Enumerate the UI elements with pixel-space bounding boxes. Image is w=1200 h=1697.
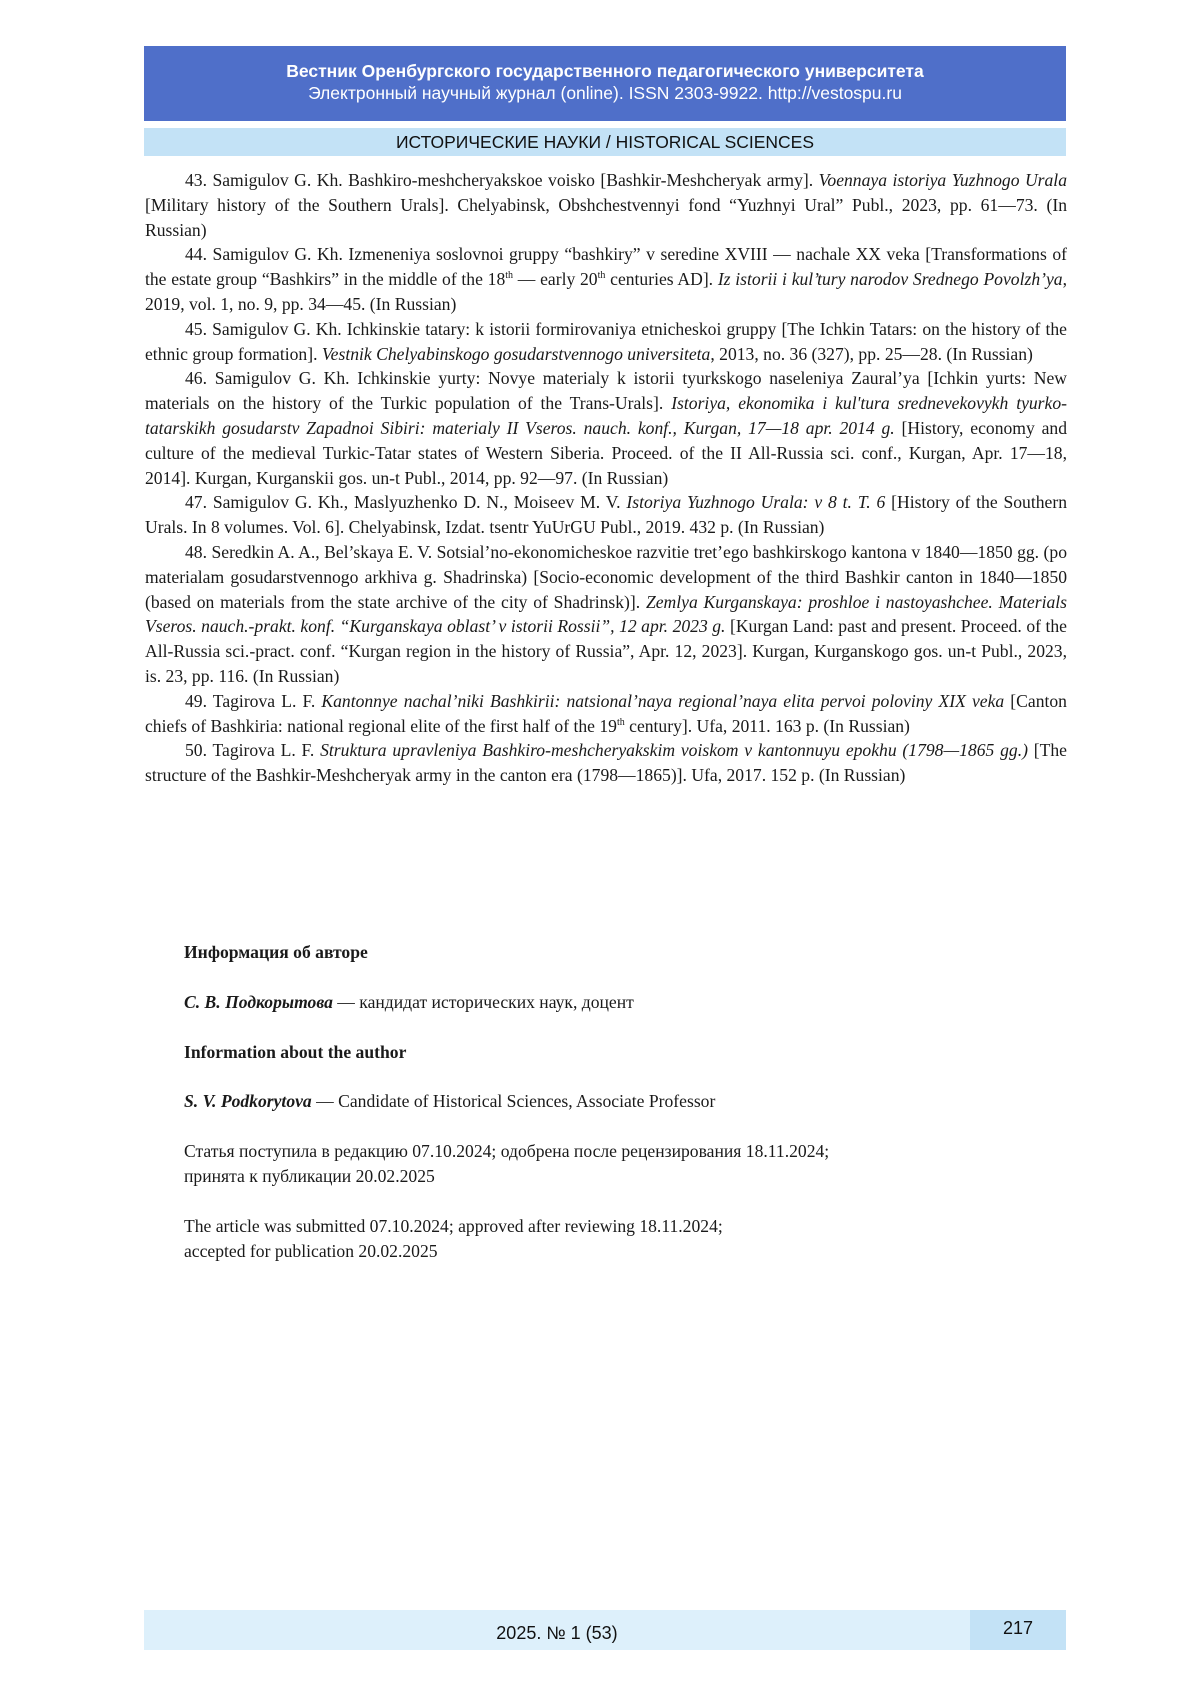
- reference-48: 48. Seredkin A. A., Bel’skaya E. V. Sotsial’no-ekonomicheskoe razvitie tret’ego bashkirskogo kantona v 1840—1850 gg. (po materialam gosudarstvennogo arkhiva g. Shadrinska) [Socio-economic development of the third Bashkir canton in 1840—1850 (based on materials from the state archive of the city of Shadrinsk)]. Zemlya Kurganskaya: proshloe i nastoyashchee. Materials Vseros. nauch.-prakt. konf. “Kurganskaya oblast’ v istorii Rossii”, 12 apr. 2023 g. [Kurgan Land: past and present. Proceed. of the All-Russia sci.-pract. conf. “Kurgan region in the history of Russia”, Apr. 12, 2023]. Kurgan, Kurganskogo gos. un-t Publ., 2023, is. 23, pp. 116. (In Russian): [145, 541, 1067, 686]
- journal-header: [144, 46, 1066, 121]
- article-dates-en-2: accepted for publication 20.02.2025: [184, 1240, 438, 1261]
- reference-43: 43. Samigulov G. Kh. Bashkiro-meshcheryakskoe voisko [Bashkir-Meshcheryak army]. Voennaya istoriya Yuzhnogo Urala [Military history of the Southern Urals]. Chelyabinsk, Obshchestvennyi fond “Yuzhnyi Ural” Publ., 2023, pp. 61—73. (In Russian): [145, 170, 1067, 240]
- author-line-ru: [184, 990, 1064, 1015]
- journal-title: Вестник Оренбургского государственного педагогического университета: [286, 61, 924, 81]
- journal-subtitle: Электронный научный журнал (online). ISSN 2303-9922. http://vestospu.ru: [308, 83, 902, 103]
- author-info-heading-ru: Информация об авторе: [184, 942, 368, 962]
- reference-49: 49. Tagirova L. F. Kantonnye nachal’niki Bashkirii: natsional’naya regional’naya elita pervoi poloviny XIX veka [Canton chiefs of Bashkiria: national regional elite of the first half of the 19th century]. Ufa, 2011. 163 p. (In Russian): [145, 690, 1067, 736]
- page-number: 217: [970, 1610, 1066, 1650]
- author-line-en: [184, 1089, 1064, 1114]
- author-name-ru: С. В. Подкорытова: [184, 991, 333, 1012]
- reference-50: 50. Tagirova L. F. Struktura upravleniya Bashkiro-meshcheryakskim voiskom v kantonnuyu epokhu (1798—1865 gg.) [The structure of the Bashkir-Meshcheryak army in the canton era (1798—1865)]. Ufa, 2017. 152 p. (In Russian): [145, 740, 1067, 786]
- issue-footer: 2025. № 1 (53): [144, 1610, 970, 1650]
- reference-46: 46. Samigulov G. Kh. Ichkinskie yurty: Novye materialy k istorii tyurkskogo naseleniya Zaural’ya [Ichkin yurts: New materials on the history of the Turkic population of the Trans-Urals]. Istoriya, ekonomika i kul'tura srednevekovykh tyurko-tatarskikh gosudarstv Zapadnoi Sibiri: materialy II Vseros. nauch. konf., Kurgan, 17—18 apr. 2014 g. [History, economy and culture of the medieval Turkic-Tatar states of Western Siberia. Proceed. of the II All-Russia sci. conf., Kurgan, Apr. 17—18, 2014]. Kurgan, Kurganskii gos. un-t Publ., 2014, pp. 92—97. (In Russian): [145, 368, 1068, 488]
- author-info: [184, 940, 1064, 1263]
- article-dates-ru-1: Статья поступила в редакцию 07.10.2024; одобрена после рецензирования 18.11.2024;: [184, 1141, 830, 1162]
- article-dates-en-1: The article was submitted 07.10.2024; approved after reviewing 18.11.2024;: [184, 1215, 723, 1236]
- author-desc-ru: — кандидат исторических наук, доцент: [332, 991, 634, 1012]
- section-heading: ИСТОРИЧЕСКИЕ НАУКИ / HISTORICAL SCIENCES: [144, 128, 1066, 156]
- reference-45: 45. Samigulov G. Kh. Ichkinskie tatary: k istorii formirovaniya etnicheskoi gruppy [The Ichkin Tatars: on the history of the ethnic group formation]. Vestnik Chelyabinskogo gosudarstvennogo universiteta, 2013, no. 36 (327), pp. 25—28. (In Russian): [145, 318, 1067, 364]
- reference-44: 44. Samigulov G. Kh. Izmeneniya soslovnoi gruppy “bashkiry” v seredine XVIII — nachale XX veka [Transformations of the estate group “Bashkirs” in the middle of the 18th — early 20th centuries AD]. Iz istorii i kul’tury narodov Srednego Povolzh’ya, 2019, vol. 1, no. 9, pp. 34—45. (In Russian): [145, 244, 1067, 314]
- author-info-heading-en: Information about the author: [184, 1041, 407, 1062]
- article-dates-ru-2: принята к публикации 20.02.2025: [184, 1165, 435, 1186]
- reference-list: [145, 168, 1067, 788]
- reference-47: 47. Samigulov G. Kh., Maslyuzhenko D. N., Moiseev M. V. Istoriya Yuzhnogo Urala: v 8 t. T. 6 [History of the Southern Urals. In 8 volumes. Vol. 6]. Chelyabinsk, Izdat. tsentr YuUrGU Publ., 2019. 432 p. (In Russian): [145, 492, 1067, 538]
- author-desc-en: — Candidate of Historical Sciences, Associate Professor: [311, 1091, 716, 1112]
- author-name-en: S. V. Podkorytova: [184, 1091, 312, 1112]
